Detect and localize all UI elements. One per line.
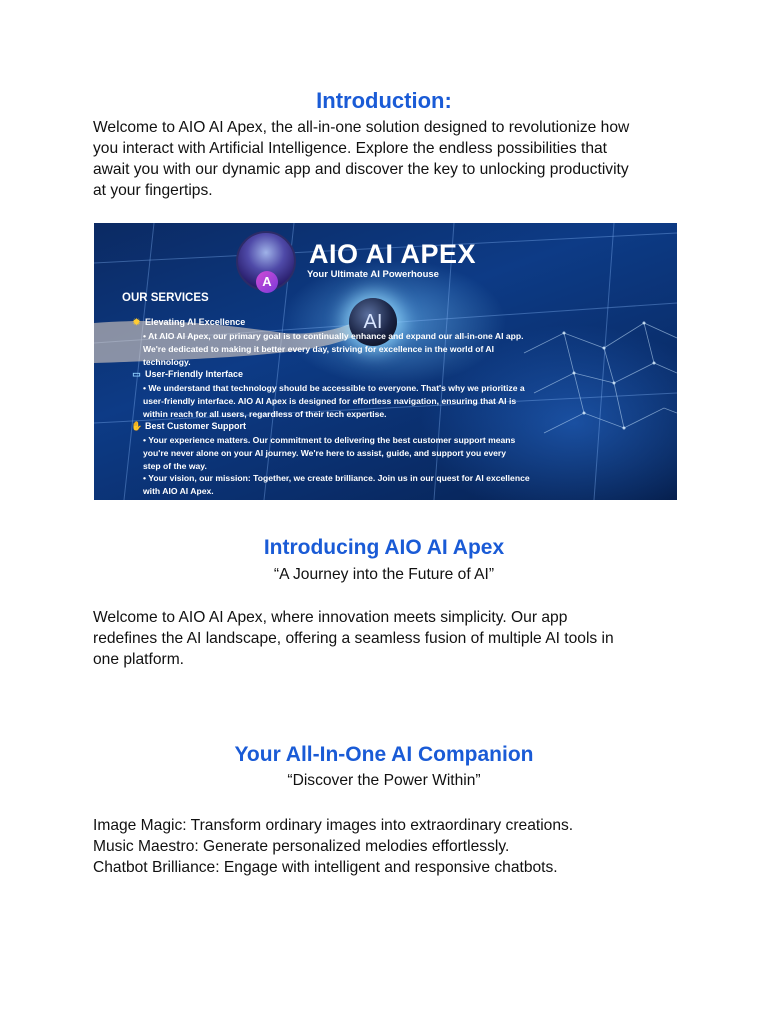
paragraph-line: await you with our dynamic app and discover the key to unlocking productivity (93, 161, 629, 178)
ai-orb-graphic: AI (349, 298, 397, 346)
paragraph-line: you interact with Artificial Intelligence. Explore the endless possibilities that (93, 140, 607, 157)
service-line: • Your experience matters. Our commitment to delivering the best customer support means (143, 435, 516, 445)
introducing-heading: Introducing AIO AI Apex (263, 536, 505, 559)
companion-heading: Your All-In-One AI Companion (234, 743, 534, 766)
section-tagline: “Discover the Power Within” (287, 772, 481, 789)
paragraph-line: at your fingertips. (93, 182, 213, 199)
service-description (143, 434, 530, 498)
service-line: • At AIO AI Apex, our primary goal is to continually enhance and expand our all-in-one AI app. (143, 331, 524, 341)
service-description (143, 382, 525, 420)
service-line: step of the way. (143, 460, 207, 471)
logo-badge: A (256, 271, 278, 293)
feature-item: Music Maestro: Generate personalized melodies effortlessly. (93, 838, 510, 855)
service-line: you're never alone on your AI journey. We're here to assist, guide, and support you every (143, 447, 507, 458)
feature-item: Image Magic: Transform ordinary images into extraordinary creations. (93, 817, 574, 834)
service-heading-label: Best Customer Support (145, 421, 247, 431)
service-line: with AIO AI Apex. (143, 486, 214, 497)
introducing-paragraph (93, 607, 683, 670)
banner-title: AIO AI APEX (309, 239, 477, 269)
service-heading-label: Elevating AI Excellence (145, 317, 246, 327)
paragraph-line: Welcome to AIO AI Apex, the all-in-one solution designed to revolutionize how (93, 119, 630, 136)
features-list (93, 815, 683, 878)
paragraph-line: redefines the AI landscape, offering a seamless fusion of multiple AI tools in (93, 630, 614, 647)
service-line: within reach for all users, regardless of their tech expertise. (143, 408, 387, 419)
introduction-paragraph (93, 117, 683, 201)
service-heading-excellence (131, 317, 245, 328)
service-heading-interface (131, 369, 243, 380)
service-line: user-friendly interface. AIO AI Apex is designed for effortless navigation, ensuring that AI is (143, 395, 517, 406)
monitor-icon: ▭ (132, 369, 141, 379)
service-line: technology. (143, 356, 191, 367)
service-line: • Your vision, our mission: Together, we create brilliance. Join us in our quest for AI excellence (143, 473, 530, 484)
handshake-icon: ✋ (131, 421, 143, 431)
service-heading-label: User-Friendly Interface (145, 369, 244, 379)
banner-subtitle: Your Ultimate AI Powerhouse (307, 269, 439, 280)
paragraph-line: Welcome to AIO AI Apex, where innovation meets simplicity. Our app (93, 609, 568, 626)
service-description (143, 330, 524, 368)
service-line: We're dedicated to making it better every day, striving for excellence in the world of AI (143, 343, 494, 354)
section-tagline: “A Journey into the Future of AI” (273, 566, 495, 583)
paragraph-line: one platform. (93, 651, 185, 668)
sparkle-icon: ✹ (132, 317, 141, 327)
services-banner-image (94, 223, 677, 500)
introduction-heading: Introduction: (316, 88, 452, 113)
service-heading-support (131, 421, 246, 432)
service-line: • We understand that technology should be accessible to everyone. That's why we prioritize a (143, 383, 525, 393)
services-heading: OUR SERVICES (122, 292, 209, 304)
feature-item: Chatbot Brilliance: Engage with intelligent and responsive chatbots. (93, 859, 558, 876)
